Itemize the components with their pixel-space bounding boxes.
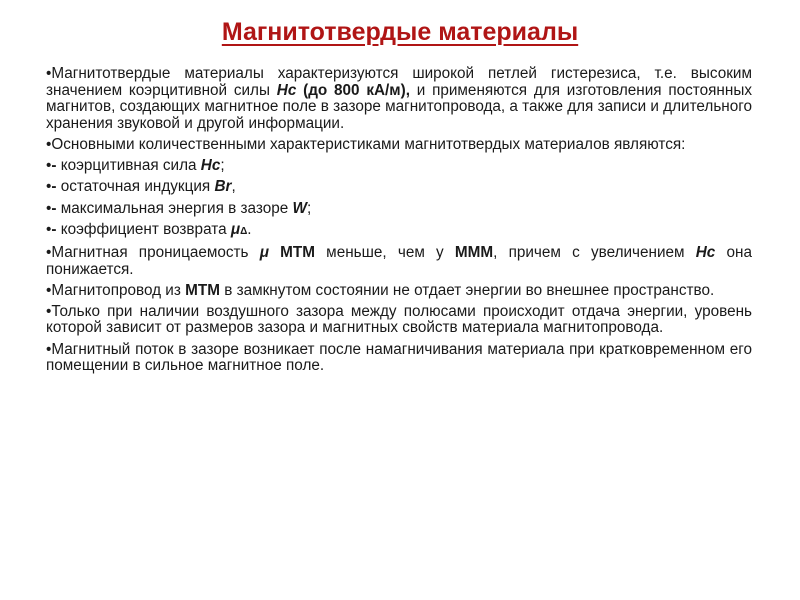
list-item-1-symbol: Hc <box>200 157 221 175</box>
slide-content <box>46 66 752 379</box>
p1-text-b: и применяются для изготовления постоянных магнитов, создающих магнитное поле в зазоре магнитопровода, а также для записи и длительного хранения звуковой и другой информации. <box>46 81 753 132</box>
list-item-4-text: коэффициент возврата <box>60 220 231 238</box>
list-item-residual-induction <box>46 179 752 196</box>
p3-mmm: МММ <box>454 243 494 261</box>
p4-text-b: в замкнутом состоянии не отдает энергии во внешнее пространство. <box>219 281 715 299</box>
bullet: • <box>46 199 52 217</box>
paragraph-air-gap <box>46 304 752 337</box>
list-item-4-subscript: Δ <box>240 225 248 237</box>
p4-mtm: МТМ <box>185 281 220 299</box>
list-item-4-end: . <box>247 220 252 238</box>
list-dash: - <box>51 199 61 217</box>
p5-text: Только при наличии воздушного зазора между полюсами происходит отдача энергии, уровень которой зависит от размеров зазора и магнитных свойств материала магнитопровода. <box>46 302 752 337</box>
bullet: • <box>46 340 52 358</box>
p4-text-a: Магнитопровод из <box>51 281 186 299</box>
list-dash: - <box>51 220 61 238</box>
paragraph-hard-magnetic-definition <box>46 66 752 132</box>
p1-text-a: Магнитотвердые материалы характеризуются широкой петлей гистерезиса, т.е. высоким значением коэрцитивной силы <box>46 65 752 99</box>
paragraph-main-characteristics <box>46 137 752 154</box>
list-item-2-text: остаточная индукция <box>60 178 215 196</box>
slide-title-text: Магнитотвердые материалы <box>221 18 579 46</box>
list-item-2-symbol: Br <box>214 178 232 196</box>
bullet: • <box>46 157 52 175</box>
p3-hc-symbol: Hc <box>695 243 716 261</box>
p3-text-c: , причем с увеличением <box>493 243 696 261</box>
list-item-1-end: ; <box>220 157 225 175</box>
list-item-3-text: максимальная энергия в зазоре <box>60 199 293 217</box>
p3-text-d: она понижается. <box>46 243 752 278</box>
list-item-coercive-force <box>46 158 752 175</box>
slide-title <box>0 18 800 47</box>
list-item-2-end: , <box>231 178 236 196</box>
p1-range: (до 800 кА/м), <box>296 81 410 99</box>
list-dash: - <box>51 157 61 175</box>
p3-mtm: МТМ <box>268 243 315 261</box>
list-item-4-symbol: μ <box>230 220 241 238</box>
p3-text-b: меньше, чем у <box>314 243 455 261</box>
p3-text-a: Магнитная проницаемость <box>51 243 260 261</box>
paragraph-permeability <box>46 245 752 278</box>
list-item-3-symbol: W <box>292 199 307 217</box>
p6-text: Магнитный поток в зазоре возникает после намагничивания материала при кратковременном его помещении в сильное магнитное поле. <box>46 340 752 375</box>
bullet: • <box>46 135 52 153</box>
p3-mu-symbol: μ <box>259 243 269 261</box>
paragraph-closed-circuit <box>46 283 752 300</box>
paragraph-magnetic-flux <box>46 342 752 375</box>
bullet: • <box>46 281 52 299</box>
bullet: • <box>46 220 52 238</box>
p1-hc-symbol: Hc <box>276 81 297 99</box>
list-item-return-coefficient <box>46 222 752 241</box>
p2-text: Основными количественными характеристиками магнитотвердых материалов являются: <box>51 135 686 153</box>
list-dash: - <box>51 178 61 196</box>
list-item-3-end: ; <box>306 199 312 217</box>
list-item-1-text: коэрцитивная сила <box>60 157 201 175</box>
bullet: • <box>46 302 52 320</box>
bullet: • <box>46 243 52 261</box>
list-item-max-energy <box>46 201 752 218</box>
bullet: • <box>46 178 52 196</box>
bullet: • <box>46 65 52 82</box>
